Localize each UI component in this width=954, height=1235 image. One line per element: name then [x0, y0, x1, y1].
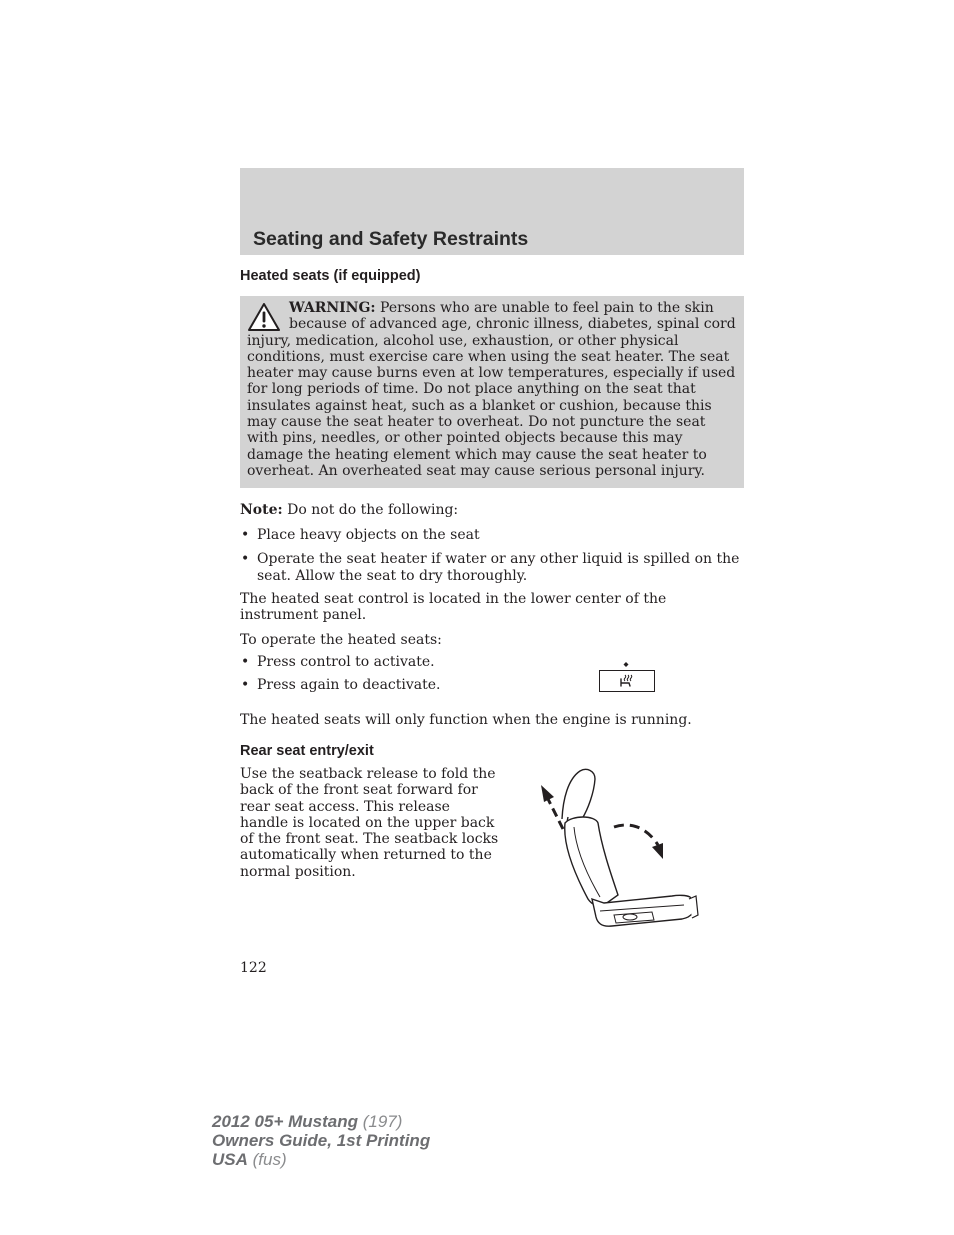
section-header: [240, 168, 744, 255]
warning-triangle-icon: [247, 302, 281, 332]
list-item: • Press again to deactivate.: [240, 677, 580, 693]
note-paragraph: [240, 502, 744, 518]
warning-box: [240, 296, 744, 488]
footer-market: USA: [212, 1150, 248, 1169]
list-item: • Operate the seat heater if water or any other liquid is spilled on the seat. Allow the seat to dry thoroughly.: [240, 551, 744, 584]
operate-intro: To operate the heated seats:: [240, 632, 442, 648]
location-paragraph: The heated seat control is located in the lower center of the instrument panel.: [240, 591, 667, 624]
note-label: Note:: [240, 502, 283, 518]
warning-label: WARNING:: [289, 300, 376, 316]
footer-model-code: (197): [362, 1112, 403, 1131]
page-number: 122: [240, 960, 267, 976]
engine-note: The heated seats will only function when the engine is running.: [240, 712, 692, 728]
footer-model: 2012 05+ Mustang: [212, 1112, 358, 1131]
footer-market-code: (fus): [252, 1150, 287, 1169]
list-item: • Press control to activate.: [240, 654, 580, 670]
note-text: Do not do the following:: [287, 502, 459, 518]
folding-seat-illustration: [532, 765, 704, 931]
operate-bullet-list: [240, 654, 580, 694]
heated-seats-heading: Heated seats (if equipped): [240, 268, 421, 284]
section-title: Seating and Safety Restraints: [253, 228, 529, 250]
warning-paragraph: [247, 300, 736, 479]
footer-guide: Owners Guide, 1st Printing: [212, 1131, 431, 1150]
rear-seat-heading: Rear seat entry/exit: [240, 743, 374, 759]
note-bullet-list: [240, 527, 744, 584]
rear-seat-paragraph: Use the seatback release to fold the back of the front seat forward for rear seat access. This release handle is located on the upper back of the front seat. The seatback locks automatically when returned to the normal position.: [240, 766, 499, 880]
list-item: • Place heavy objects on the seat: [240, 527, 744, 543]
warning-text: Persons who are unable to feel pain to the skin because of advanced age, chronic illness, diabetes, spinal cord injury, medication, alcohol use, exhaustion, or other physical conditions, must exercise care when using the seat heater. The seat heater may cause burns even at low temperatures, especially if used for long periods of time. Do not place anything on the seat that insulates against heat, such as a blanket or cushion, because this may cause the seat heater to overheat. Do not puncture the seat with pins, needles, or other pointed objects because this may damage the heating element which may cause the seat heater to overheat. An overheated seat may cause serious personal injury.: [247, 300, 736, 479]
heated-seat-button-icon: [596, 659, 658, 695]
print-info: [212, 1112, 430, 1169]
